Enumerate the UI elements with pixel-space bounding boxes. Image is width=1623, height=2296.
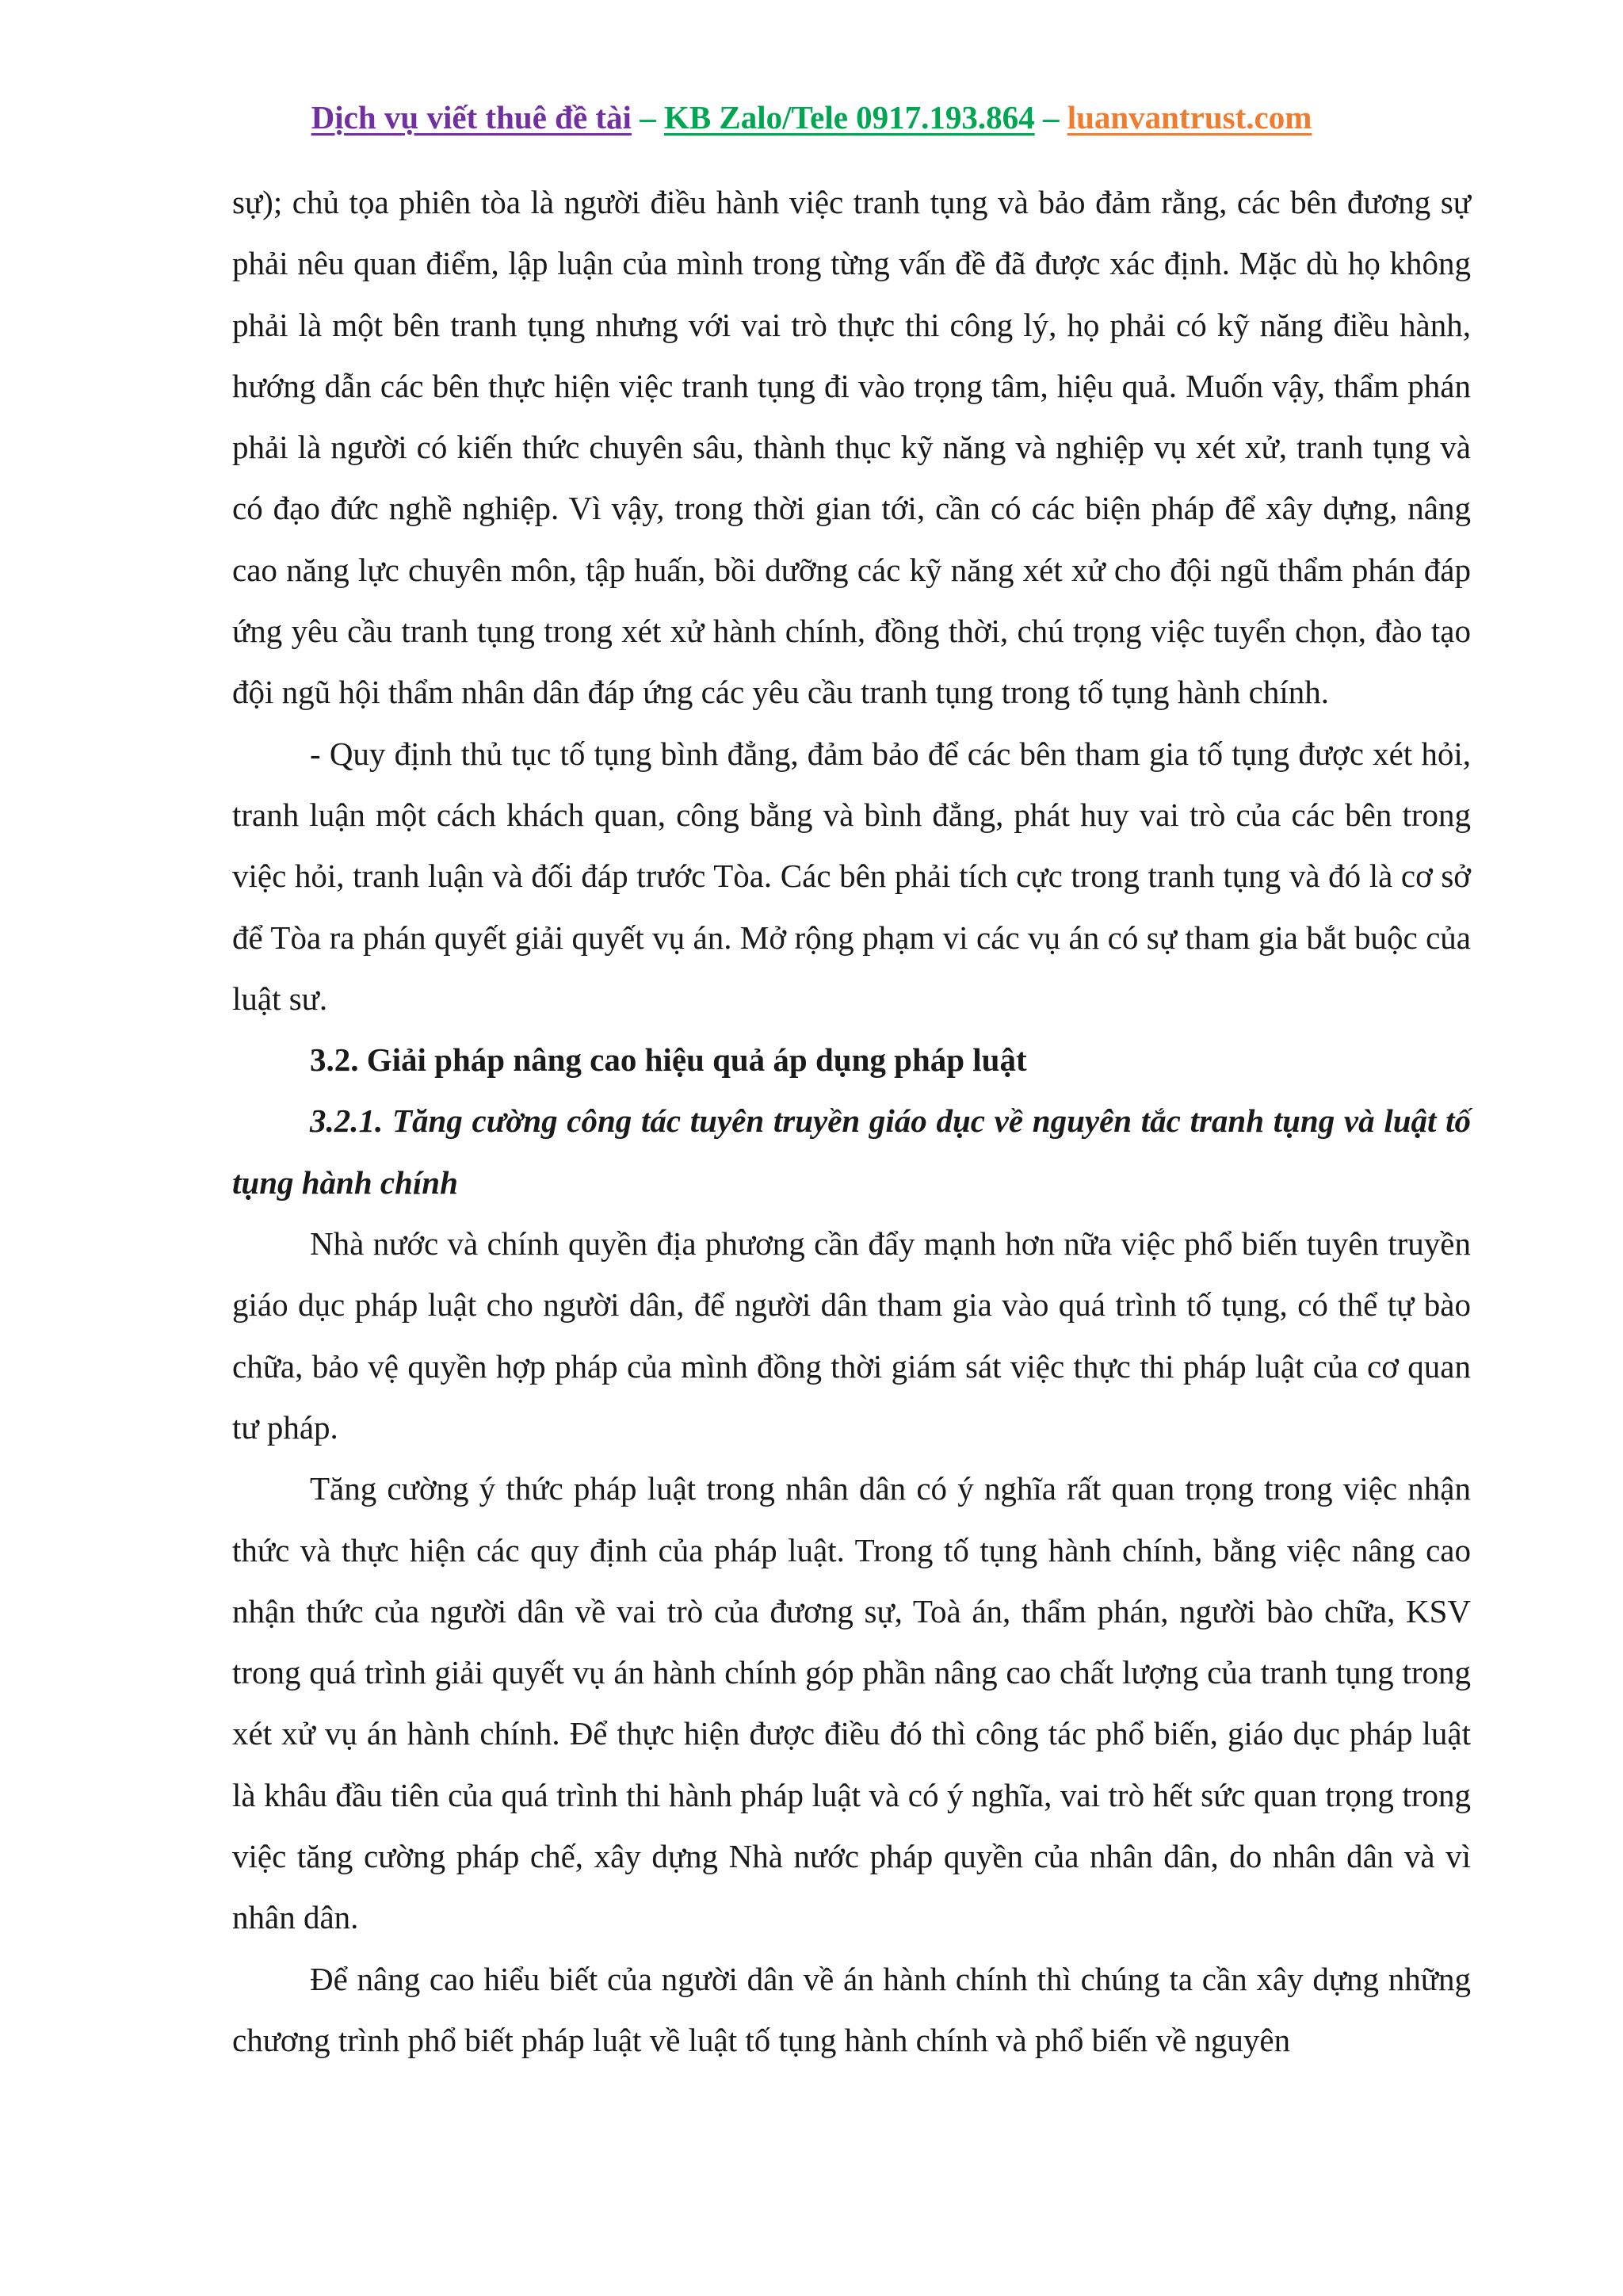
- section-heading: 3.2. Giải pháp nâng cao hiệu quả áp dụng pháp luật: [310, 1041, 1027, 1079]
- subsection-heading: 3.2.1. Tăng cường công tác tuyên truyền giáo dục về nguyên tắc tranh tụng và luật tố tụng hành chính: [232, 1102, 1471, 1201]
- header-site-link[interactable]: luanvantrust.com: [1067, 99, 1312, 136]
- paragraph: Để nâng cao hiểu biết của người dân về án hành chính thì chúng ta cần xây dựng những chương trình phổ biết pháp luật về luật tố tụng hành chính và phổ biến về nguyên: [232, 1960, 1471, 2058]
- header-service-link[interactable]: Dịch vụ viết thuê đề tài: [311, 99, 632, 136]
- document-body: [232, 172, 1471, 2071]
- header-contact-link[interactable]: KB Zalo/Tele 0917.193.864: [663, 99, 1035, 136]
- header-separator: –: [631, 99, 664, 136]
- header-separator: –: [1034, 99, 1067, 136]
- page-header: [0, 94, 1623, 141]
- paragraph-continuation: sự); chủ tọa phiên tòa là người điều hành việc tranh tụng và bảo đảm rằng, các bên đương sự phải nêu quan điểm, lập luận của mình trong từng vấn đề đã được xác định. Mặc dù họ không phải là một bên tranh tụng nhưng với vai trò thực thi công lý, họ phải có kỹ năng điều hành, hướng dẫn các bên thực hiện việc tranh tụng đi vào trọng tâm, hiệu quả. Muốn vậy, thẩm phán phải là người có kiến thức chuyên sâu, thành thục kỹ năng và nghiệp vụ xét xử, tranh tụng và có đạo đức nghề nghiệp. Vì vậy, trong thời gian tới, cần có các biện pháp để xây dựng, nâng cao năng lực chuyên môn, tập huấn, bồi dưỡng các kỹ năng xét xử cho đội ngũ thẩm phán đáp ứng yêu cầu tranh tụng trong xét xử hành chính, đồng thời, chú trọng việc tuyển chọn, đào tạo đội ngũ hội thẩm nhân dân đáp ứng các yêu cầu tranh tụng trong tố tụng hành chính.: [232, 184, 1471, 711]
- paragraph: Nhà nước và chính quyền địa phương cần đẩy mạnh hơn nữa việc phổ biến tuyên truyền giáo dục pháp luật cho người dân, để người dân tham gia vào quá trình tố tụng, có thể tự bào chữa, bảo vệ quyền hợp pháp của mình đồng thời giám sát việc thực thi pháp luật của cơ quan tư pháp.: [232, 1225, 1471, 1446]
- paragraph: Tăng cường ý thức pháp luật trong nhân dân có ý nghĩa rất quan trọng trong việc nhận thức và thực hiện các quy định của pháp luật. Trong tố tụng hành chính, bằng việc nâng cao nhận thức của người dân về vai trò của đương sự, Toà án, thẩm phán, người bào chữa, KSV trong quá trình giải quyết vụ án hành chính góp phần nâng cao chất lượng của tranh tụng trong xét xử vụ án hành chính. Để thực hiện được điều đó thì công tác phổ biến, giáo dục pháp luật là khâu đầu tiên của quá trình thi hành pháp luật và có ý nghĩa, vai trò hết sức quan trọng trong việc tăng cường pháp chế, xây dựng Nhà nước pháp quyền của nhân dân, do nhân dân và vì nhân dân.: [232, 1470, 1471, 1936]
- paragraph-bullet: - Quy định thủ tục tố tụng bình đẳng, đảm bảo để các bên tham gia tố tụng được xét hỏi, tranh luận một cách khách quan, công bằng và bình đẳng, phát huy vai trò của các bên trong việc hỏi, tranh luận và đối đáp trước Tòa. Các bên phải tích cực trong tranh tụng và đó là cơ sở để Tòa ra phán quyết giải quyết vụ án. Mở rộng phạm vi các vụ án có sự tham gia bắt buộc của luật sư.: [232, 735, 1471, 1017]
